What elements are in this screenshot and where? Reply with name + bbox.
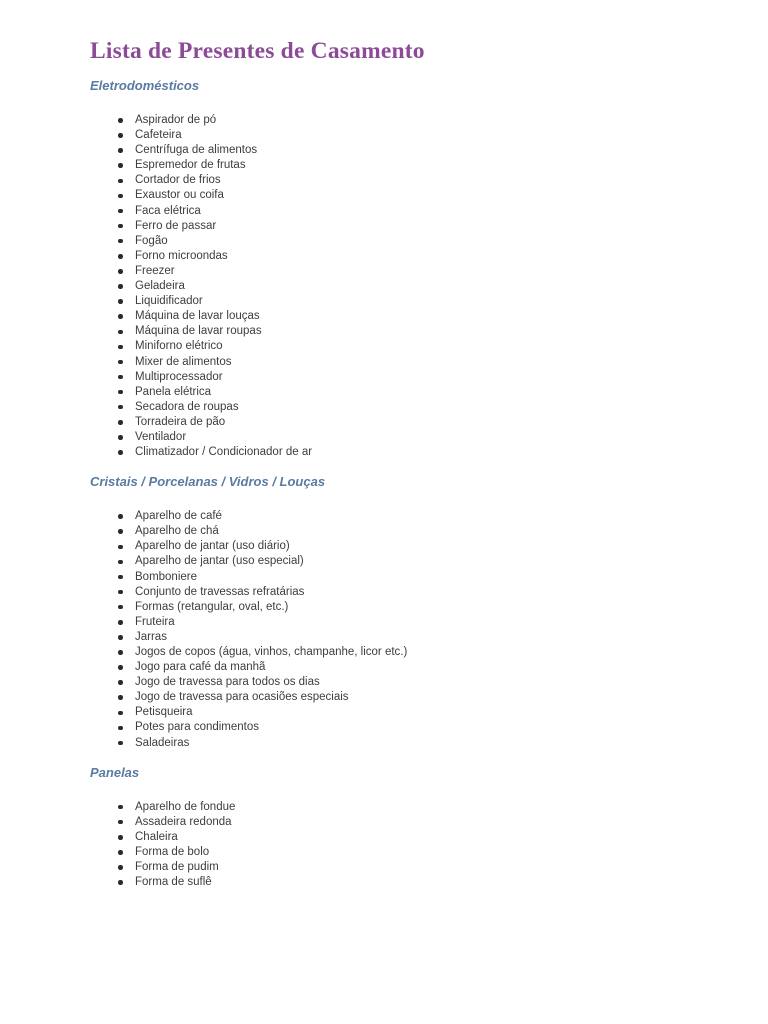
- bullet-icon: [118, 665, 123, 670]
- bullet-icon: [118, 529, 123, 534]
- section-heading-panelas: Panelas: [90, 764, 140, 780]
- list-item: [90, 660, 708, 675]
- list-item-label: Geladeira: [135, 280, 185, 293]
- list-item: [90, 294, 708, 309]
- list-item-label: Aparelho de chá: [135, 525, 219, 538]
- list-item: [90, 815, 708, 830]
- bullet-icon: [118, 405, 123, 410]
- list-item: [90, 143, 708, 158]
- bullet-icon: [118, 209, 123, 214]
- list-item-label: Liquidificador: [135, 295, 203, 308]
- list-item-label: Jogo de travessa para todos os dias: [135, 676, 320, 689]
- bullet-icon: [118, 314, 123, 319]
- list-item-label: Assadeira redonda: [135, 815, 232, 828]
- list-item: [90, 385, 708, 400]
- bullet-icon: [118, 360, 123, 365]
- list-item-label: Máquina de lavar roupas: [135, 325, 262, 338]
- list-item-label: Secadora de roupas: [135, 400, 239, 413]
- list-item: [90, 309, 708, 324]
- bullet-icon: [118, 299, 123, 304]
- bullet-icon: [118, 865, 123, 870]
- list-item: [90, 585, 708, 600]
- list-item: [90, 113, 708, 128]
- list-item-label: Aparelho de fondue: [135, 800, 236, 813]
- list-item: [90, 173, 708, 188]
- bullet-icon: [118, 194, 123, 199]
- section-panelas: [90, 765, 708, 891]
- bullet-icon: [118, 545, 123, 550]
- list-item: [90, 875, 708, 890]
- list-item: [90, 204, 708, 219]
- list-item-label: Ventilador: [135, 430, 187, 443]
- bullet-icon: [118, 635, 123, 640]
- list-item-label: Potes para condimentos: [135, 721, 260, 734]
- list-item-label: Miniforno elétrico: [135, 340, 223, 353]
- list-item-label: Chaleira: [135, 830, 178, 843]
- bullet-icon: [118, 726, 123, 731]
- bullet-icon: [118, 284, 123, 289]
- list-item: [90, 509, 708, 524]
- list-item-label: Aspirador de pó: [135, 114, 217, 126]
- bullet-icon: [118, 330, 123, 335]
- list-item: [90, 736, 708, 751]
- list-item: [90, 630, 708, 645]
- list-item-label: Freezer: [135, 264, 175, 277]
- list-item: [90, 158, 708, 173]
- list-item: [90, 370, 708, 385]
- list-item-label: Multiprocessador: [135, 370, 223, 383]
- list-item: [90, 690, 708, 705]
- list-item-label: Faca elétrica: [135, 204, 201, 217]
- list-item: [90, 219, 708, 234]
- bullet-icon: [118, 420, 123, 425]
- bullet-icon: [118, 605, 123, 610]
- bullet-icon: [118, 820, 123, 825]
- list-item-label: Saladeiras: [135, 736, 190, 749]
- list-item: [90, 249, 708, 264]
- list-item-label: Ferro de passar: [135, 219, 217, 232]
- gift-list-cristais-porcelanas-vidros-loucas: [90, 509, 708, 751]
- list-item-label: Conjunto de travessas refratárias: [135, 585, 305, 598]
- bullet-icon: [118, 850, 123, 855]
- list-item-label: Máquina de lavar louças: [135, 310, 260, 323]
- list-item: [90, 339, 708, 354]
- gift-list-eletrodomesticos: [90, 113, 708, 460]
- list-item-label: Torradeira de pão: [135, 415, 226, 428]
- bullet-icon: [118, 711, 123, 716]
- list-item: [90, 845, 708, 860]
- list-item-label: Fogão: [135, 234, 168, 247]
- gift-list-panelas: [90, 800, 708, 891]
- section-eletrodomesticos: [90, 78, 708, 460]
- list-item-label: Panela elétrica: [135, 385, 212, 398]
- list-item-label: Aparelho de jantar (uso diário): [135, 540, 290, 553]
- list-item-label: Petisqueira: [135, 706, 193, 719]
- list-item: [90, 860, 708, 875]
- list-item: [90, 188, 708, 203]
- list-item: [90, 800, 708, 815]
- bullet-icon: [118, 375, 123, 380]
- list-item-label: Forno microondas: [135, 249, 228, 262]
- bullet-icon: [118, 118, 123, 123]
- bullet-icon: [118, 695, 123, 700]
- list-item: [90, 570, 708, 585]
- bullet-icon: [118, 590, 123, 595]
- list-item: [90, 279, 708, 294]
- list-item-label: Bomboniere: [135, 570, 198, 583]
- list-item-label: Jogo de travessa para ocasiões especiais: [135, 691, 349, 704]
- list-item: [90, 675, 708, 690]
- section-cristais-porcelanas-vidros-loucas: [90, 474, 708, 751]
- list-item: [90, 524, 708, 539]
- list-item-label: Forma de suflê: [135, 876, 212, 889]
- section-heading-cristais-porcelanas-vidros-loucas: Cristais / Porcelanas / Vidros / Louças: [90, 474, 326, 490]
- bullet-icon: [118, 224, 123, 229]
- list-item-label: Jarras: [135, 630, 167, 643]
- list-item: [90, 705, 708, 720]
- list-item-label: Aparelho de café: [135, 510, 222, 523]
- bullet-icon: [118, 179, 123, 184]
- page-title: Lista de Presentes de Casamento: [90, 38, 425, 64]
- list-item-label: Jogos de copos (água, vinhos, champanhe, licor etc.): [135, 646, 408, 658]
- bullet-icon: [118, 133, 123, 138]
- list-item-label: Climatizador / Condicionador de ar: [135, 446, 313, 459]
- list-item: [90, 128, 708, 143]
- bullet-icon: [118, 620, 123, 625]
- bullet-icon: [118, 435, 123, 440]
- bullet-icon: [118, 514, 123, 519]
- list-item-label: Jogo para café da manhã: [135, 661, 266, 674]
- list-item: [90, 600, 708, 615]
- list-item: [90, 554, 708, 569]
- list-item: [90, 234, 708, 249]
- bullet-icon: [118, 650, 123, 655]
- list-item: [90, 264, 708, 279]
- list-item: [90, 355, 708, 370]
- list-item-label: Cortador de frios: [135, 174, 221, 187]
- bullet-icon: [118, 163, 123, 168]
- section-heading-eletrodomesticos: Eletrodomésticos: [90, 78, 200, 93]
- bullet-icon: [118, 560, 123, 565]
- bullet-icon: [118, 148, 123, 153]
- bullet-icon: [118, 680, 123, 685]
- list-item-label: Centrífuga de alimentos: [135, 144, 258, 157]
- list-item: [90, 415, 708, 430]
- list-item: [90, 324, 708, 339]
- list-item-label: Aparelho de jantar (uso especial): [135, 555, 304, 568]
- list-item: [90, 539, 708, 554]
- list-item: [90, 720, 708, 735]
- list-item-label: Forma de pudim: [135, 861, 219, 874]
- list-item-label: Fruteira: [135, 615, 175, 628]
- bullet-icon: [118, 805, 123, 810]
- list-item: [90, 430, 708, 445]
- bullet-icon: [118, 269, 123, 274]
- list-item-label: Forma de bolo: [135, 845, 210, 858]
- list-item: [90, 400, 708, 415]
- list-item: [90, 615, 708, 630]
- list-item-label: Exaustor ou coifa: [135, 189, 224, 202]
- bullet-icon: [118, 239, 123, 244]
- bullet-icon: [118, 575, 123, 580]
- bullet-icon: [118, 450, 123, 455]
- list-item: [90, 645, 708, 660]
- bullet-icon: [118, 345, 123, 350]
- bullet-icon: [118, 741, 123, 746]
- list-item-label: Cafeteira: [135, 129, 182, 142]
- list-item-label: Mixer de alimentos: [135, 355, 232, 368]
- bullet-icon: [118, 254, 123, 259]
- bullet-icon: [118, 390, 123, 395]
- bullet-icon: [118, 880, 123, 885]
- list-item: [90, 830, 708, 845]
- list-item-label: Formas (retangular, oval, etc.): [135, 600, 289, 613]
- bullet-icon: [118, 835, 123, 840]
- list-item-label: Espremedor de frutas: [135, 159, 246, 172]
- list-item: [90, 445, 708, 460]
